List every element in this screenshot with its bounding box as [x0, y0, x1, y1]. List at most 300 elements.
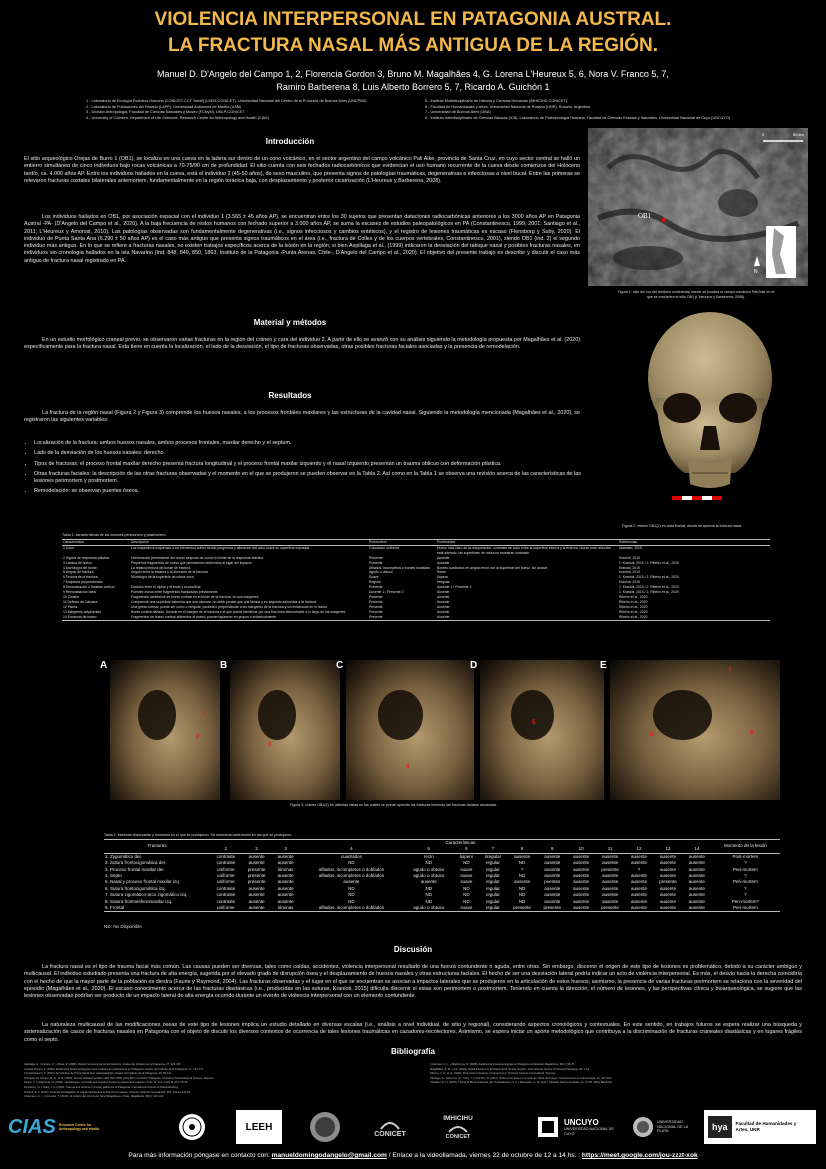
table-cell: Kranioti, 2015	[619, 565, 640, 570]
table-cell: ausente	[573, 879, 590, 885]
bibliography-entry: Aspillaga, E., Ocampo, C. y Rivas, P. (1999). Restos humanos de la Isla Navarino. Anales del Instituto de la Patagonia, 27: 123-136.	[24, 1063, 182, 1066]
table-header: 2	[255, 846, 258, 852]
table-cell: uniforme	[217, 879, 235, 885]
table-cell: 2. Sutura frontocigomática der.	[105, 860, 167, 866]
figure-3-panel	[600, 660, 780, 800]
table-cell: 11 Defecto de Cáscara	[63, 599, 98, 604]
list-item: • Lado de la desviación de los huesos nasales: derecho.	[34, 450, 584, 457]
table-cell: Ángulo entre la fractura y la dirección de la fractura	[131, 570, 208, 575]
table-cell: Post-mortem	[732, 853, 759, 859]
uncuyo-logo-text: UNCUYO	[564, 1118, 599, 1127]
table-row	[62, 545, 770, 555]
table-cell: 1. Kranioti, 2015 / 2. Ribeiro et al., 2020	[619, 585, 679, 590]
table-cell: ausente	[514, 879, 531, 885]
table-cell: afilados, incompletos o doblados	[318, 873, 385, 879]
table-cell: ausente	[631, 898, 648, 904]
table-cell: ausente	[544, 860, 561, 866]
table-cell: suave	[460, 879, 473, 885]
table-cell: ausente	[688, 853, 705, 859]
table-cell: ND	[348, 892, 355, 898]
table-cell: Peri-mortem	[733, 879, 758, 885]
fracture-number-marker: 4	[406, 764, 410, 770]
table-header: Características	[445, 840, 476, 845]
orbit-shadow	[378, 690, 423, 740]
list-item: • Tipos de fracturas: el proceso frontal maxilar derecho presenta fractura longitudinal y el proceso frontal maxilar izquierdo y el nasal izquierdo presentan un trauma oblicuo con deformación plástica.	[34, 461, 584, 468]
table-header: 14	[694, 846, 700, 852]
discussion-paragraph-1: La fractura nasal es el tipo de trauma facial más común. Las causas pueden ser diversas, tales como caídas, accidentes, violencia interpersonal resultado de una fuerza contundente o aguda, entre otras. Sin embargo, discernir el origen de este tipo de lesiones es problemático, debido a su carácter ambiguo y multicausal. El individuo estudiado presenta una fractura de alta energía, sugerida por el elevado grado de disrupción ósea y el desplazamiento de huesos nasales y otras estructuras faciales. El hecho de ser una desviación lateral podría indicar un acto de violencia interpersonal. Es más, el desvío hacia la derecha coincidiría con el hecho de que la mayor parte de la población es diestra (Faurie y Raymond, 2004). Las fracturas observadas y el lugar en el que se encuentran se asocian a impactos laterales que se produjeron en la articulación de estos huesos; asimismo, la presencia de varias fracturas perimortem se relaciona con la severidad del episodio (Magalhães et al., 2020). El escaso conocimiento acerca de las fracturas diastásicas (i.e., producidas en las suturas, Kranioti, 2015) dificulta discernir si estas son perimortem o postmortem. Teniendo en cuenta la dirección, el número de lesiones, y las perspectivas clínica y bioarqueológica, se sugiere que las lesiones observadas podrían ser producto de un impacto lateral de alta energía ocurrido durante un evento de violencia interpersonal con un elemento contundente.	[24, 964, 802, 1000]
table-cell: ausente	[631, 860, 648, 866]
table-row	[104, 853, 780, 860]
table-cell: 4. Septo	[105, 873, 122, 879]
bibliography-entry: Constantinescu, F. (2001). El individuo de Punta Santa Ana: paleopatología. Anales del Instituto de la Patagonia, 29: 99-114.	[24, 1072, 173, 1076]
table-cell: ausente	[631, 873, 648, 879]
table-cell: afilados, incompletos o doblados	[318, 866, 385, 872]
table-1-caption: Tabla 1: características de las lesiones perimortem y postmortem.	[62, 533, 167, 537]
table-cell: regular	[485, 879, 500, 885]
bibliography-entry: Constantinescu, F. (1999). Evidencias bioantropológicas para modelos de poblamiento en Patagonia. Anales del Instituto de la Patagonia, 27: 137-174.	[24, 1067, 204, 1071]
table-cell: suave	[460, 905, 473, 911]
authors-line2: Ramiro Barberena 8, Luis Alberto Borrero 5, 7, Ricardo A. Guichón 1	[276, 82, 550, 92]
table-cell: ausente	[277, 892, 294, 898]
figure-2-caption: Figura 2: cráneo OB1(2) en vista frontal, donde se aprecia la fractura nasal.	[622, 524, 743, 528]
table-cell: ausente	[688, 905, 705, 911]
table-cell: Ausente 1 / Presente 2	[369, 590, 404, 595]
table-cell: Hueso más claro de la recuperación, contraste de color entre la superficie interna y la externa. Hueso más rebordes está alterado, las superficies de rotura no muestran contraste	[437, 545, 611, 555]
table-cell: ausente	[573, 860, 590, 866]
seal-icon	[177, 1112, 207, 1142]
table-cell: Presente	[369, 609, 383, 614]
orbit-shadow	[511, 690, 554, 740]
orbit-shadow	[653, 690, 713, 740]
table-cell: Recto	[437, 570, 446, 575]
table-cell: 3 Lámina de hueso	[63, 560, 92, 565]
methods-paragraph: En un estudio morfológico craneal previo, se observaron varias fracturas en la región del cráneo y cara del individuo 2. A partir de ello se avanzó con su análisis siguiendo la metodología propuesta por Magalhães et al. (2020) específicamente para la fractura nasal. Esta tiene en cuenta la localización, el lado de la desviación, el tipo de fracturas observadas, otras posibles fracturas faciales asociadas y la presencia de remodelación.	[24, 337, 580, 351]
table-cell: contraste	[216, 898, 236, 904]
table-cell: presente	[543, 905, 561, 911]
table-cell: ausente	[602, 860, 619, 866]
table-cell: ?	[744, 885, 747, 891]
table-cell: 6 Textura de la fractura	[63, 575, 98, 580]
table-cell: láminas	[277, 866, 294, 872]
table-cell: contraste	[216, 853, 236, 859]
bibliography-entry: L'Heureux, G. L. y Amorosi, T. (2010). El entierro del sitio Cerro Sota (Magallanes, Chile). Magallania, 38(2): 133-149.	[24, 1095, 164, 1099]
table-cell: ND	[425, 885, 433, 891]
table-header: Característica	[63, 540, 84, 544]
table-header: Referencias	[619, 540, 638, 544]
table-cell: 8 Desaminación o lámelas cortical	[63, 585, 115, 590]
table-2-caption: Tabla 2: fracturas observadas y momento en el que se produjeron. Se menciona cada lesión en las que se produjeron.	[104, 833, 293, 837]
figure-3-panel	[470, 660, 604, 800]
table-cell: Ausente	[437, 555, 450, 560]
table-cell: ausente	[688, 866, 705, 872]
table-cell: regular	[485, 905, 500, 911]
table-cell: Ribeiro et al., 2020	[619, 594, 648, 599]
table-cell: contraste	[216, 892, 236, 898]
bibliography-entry: D'Angelo del Campo, M. D., et al. (2020). Human skeletal remains older than 3000 years BP in southern Patagonia. Journal of Archaeological Science: Reports.	[24, 1076, 215, 1080]
table-cell: 7. Sutura zigomático-arco zigomático izq.	[105, 892, 188, 898]
figure-3-panel-label: B	[220, 660, 228, 671]
bibliography-heading: Bibliografía	[390, 1047, 435, 1056]
table-header: Momento de la lesión	[724, 843, 767, 849]
table-cell: ausente	[573, 885, 590, 891]
table-cell: Escisión entre el diploe y el endo y exocortical	[131, 585, 201, 590]
table-cell: ausente	[659, 873, 676, 879]
table-cell: ausente	[659, 866, 676, 872]
table-cell: ausente	[248, 885, 265, 891]
table-cell: ND	[518, 885, 526, 891]
fracture-number-marker: 7	[728, 668, 732, 674]
table-cell: Ausente	[437, 599, 450, 604]
table-cell: presente	[247, 879, 266, 885]
imhicihu-conicet-text: CONICET	[445, 1133, 471, 1140]
table-cell: ausente	[248, 860, 265, 866]
unlp-logo	[632, 1110, 692, 1144]
round-emblem-icon	[308, 1110, 342, 1144]
table-cell: presente	[513, 905, 531, 911]
table-cell: Ribeiro et al., 2020	[619, 599, 648, 604]
table-cell: regular	[485, 892, 500, 898]
table-cell: ausente	[277, 898, 294, 904]
table-header: 13	[665, 846, 671, 852]
table-cell: contraste	[216, 860, 236, 866]
table-cell: ?	[520, 866, 524, 872]
table-cell: ausente	[573, 892, 590, 898]
table-cell: ausente	[544, 885, 561, 891]
table-cell: Agudo u obtuso	[369, 570, 393, 575]
affiliation: 6 - Facultad de Humanidades y Artes, Universidad Nacional de Rosario (UNR), Rosario, Argentina	[425, 104, 591, 109]
table-cell: ND	[348, 898, 355, 904]
table-cell: regular	[485, 885, 500, 891]
unr-logo-text: Facultad de Humanidades y Artes, UNR	[735, 1121, 797, 1132]
table-header: 5	[427, 846, 431, 852]
table-cell: ausente	[688, 892, 705, 898]
table-cell: 5. Nasal y proceso frontal maxilar izq.	[105, 879, 181, 885]
table-cell: Ausente	[437, 560, 450, 565]
table-cell: agudo u obtuso	[413, 866, 445, 872]
fracture-number-marker: 2	[196, 734, 200, 740]
skull-frontal-photo	[630, 308, 790, 508]
poster-title-line2: LA FRACTURA NASAL MÁS ANTIGUA DE LA REGIÓN.	[167, 35, 659, 56]
table-cell: 9 Remodelación ósea	[63, 590, 96, 595]
affiliation: 2 - Laboratorio de Poblaciones del Pasado (LAPP), Universidad Autónoma de Madrid (UAM)	[86, 104, 242, 109]
imhicihu-logo	[428, 1108, 488, 1146]
table-cell: 3. Proceso frontal maxilar der.	[105, 866, 165, 872]
table-cell: láminas	[277, 905, 294, 911]
table-1-lesion-characteristics	[62, 539, 770, 621]
table-cell: Kranioti, 2015	[619, 555, 640, 560]
table-cell: Kranioti, 2015	[619, 570, 640, 575]
bibliography-entry: Flensborg, G. y Suby, J. A. (2020). Trauma and violence in hunter-gatherers of Patagonia. International Journal of Paleopathology.	[24, 1085, 179, 1089]
bibliography-entry: Santiago, F., Salemme, M., Suby, J. y Guichón, R. (2011). Restos humanos en el norte de Tierra del Fuego. Intersecciones en Antropología, 12: 147-160.	[430, 1076, 613, 1080]
table-cell: ND	[518, 892, 526, 898]
table-cell: 1. Kranioti, 2015 / 2. Ribeiro et al., 2020	[619, 575, 679, 580]
table-cell: presente	[601, 866, 619, 872]
table-cell: ND	[518, 860, 526, 866]
table-cell: regular	[485, 866, 500, 872]
table-cell: Afilados, incompletos o bordes dobladas	[369, 565, 430, 570]
table-cell: uniforme	[217, 866, 235, 872]
figure-3-panels	[100, 660, 780, 800]
table-cell: ausente	[602, 898, 619, 904]
conicet-logo-text: CONICET	[374, 1130, 406, 1138]
affiliation: 3 - División Antropología, Facultad de Ciencias Naturales y Museo (FCNyM), UNLP-CONICET	[86, 110, 245, 114]
bibliography-left-column	[24, 1063, 414, 1100]
table-cell: ausente	[277, 873, 294, 879]
table-cell: ausente	[659, 898, 676, 904]
map-north-arrow: N	[754, 269, 758, 275]
table-cell: agudo u obtuso	[413, 873, 445, 879]
table-cell: ausente	[248, 905, 265, 911]
table-cell: 4 Morfología del borde	[63, 565, 97, 570]
table-cell: ausente	[573, 905, 590, 911]
methods-heading: Material y métodos	[253, 318, 327, 327]
table-cell: Irregular	[437, 580, 450, 585]
results-heading: Resultados	[268, 391, 312, 400]
table-header: Fracturas	[147, 843, 167, 849]
map-site-label: OB1	[638, 212, 652, 220]
table-cell: ausente	[343, 879, 360, 885]
bibliography-entry: Ubelaker, D. H. (2015). Timing of Bone Fractures. En: Passalacqua, N. V. y Rainwater, C. W. (eds.), Skeletal Trauma Analysis, pp. 27-35. Wiley Blackwell.	[430, 1081, 613, 1085]
table-cell: suave	[460, 866, 473, 872]
table-cell: presente	[247, 866, 266, 872]
table-cell: ausente	[659, 885, 676, 891]
table-header: Perimortem	[369, 540, 387, 544]
table-cell: 12 Fisura	[63, 604, 78, 609]
unr-hya-mark: hya	[708, 1116, 732, 1138]
table-cell: ausente	[544, 898, 561, 904]
table-cell: Deformación permanente del hueso después de ocurrir el límite de la respuesta elástica	[131, 555, 264, 560]
figure-3-caption: Figura 3: cráneo OB1(2) en distintas vistas en las cuales se puede apreciar las fracturas teniendo las fracturas faciales asociadas.	[290, 803, 498, 807]
table-cell: Ausente	[437, 604, 450, 609]
footer-prefix: Para más información póngase en contacto con:	[128, 1152, 272, 1159]
table-cell: Kranioti, 2015	[619, 580, 640, 585]
table-cell: Pequeños fragmentos de hueso que permanecen adheridos al lugar del impacto	[131, 560, 252, 565]
table-cell: ausente	[277, 885, 294, 891]
table-cell: Ausente 1 / Presente 2	[437, 585, 472, 590]
leeh-logo-text: LEEH	[245, 1121, 273, 1133]
fracture-number-marker: 3	[268, 742, 272, 748]
unr-hya-logo	[704, 1110, 816, 1144]
table-cell: Ausente	[437, 594, 450, 599]
authors-line1: Manuel D. D'Angelo del Campo 1, 2, Florencia Gordon 3, Bruno M. Magalhães 4, G. Lorena L'Heureux 5, 6, Nora V. Franco 5, 7,	[157, 69, 669, 79]
table-header: 8	[520, 846, 524, 852]
table-cell: Áspera	[437, 575, 448, 580]
table-cell: Suave	[369, 575, 379, 580]
introduction-paragraph-2: Los individuos hallados en OB1, por asociación espacial con el individuo 1 (3.565 ± 45 años AP), se encuentran entre los 30 sujetos que presentan dataciones radiocarbónicas anteriores a los 3000 años AP en Patagonia Austral -PA- (D'Angelo del Campo et al., 2020). A la baja frecuencia de restos humanos con fechado superior a 3.000 años AP, se suma la escasez de estudios paleopatológicos en PA (Constantinescu, 1999, 2001; Santiago et al., 2011; L'Heureux y Amorosi, 2010). Las patologías observadas son fundamentalmente degenerativas (i.e., signos infecciosos y cambios entésicos), y el registro de lesiones traumáticas es escaso (Flensborg y Suby, 2020). El individuo de Punta Santa Ana (6.290 ± 50 años AP) es el caso más antiguo que presenta signos traumáticos en el área (i.e., fractura de Colles y de los cuerpos vertebrales, Constantinescu, 2001), siendo OB1 (ind. 2) el segundo individuo más antiguo. En lo que se refiere a fracturas nasales, no existen trabajos específicos acerca de la lesión en la región; si bien Aspillaga et al., (1999) indicaron la desviación del tabique nasal y posibles fracturas nasales, en individuos sin cronología hallados en la isla Navarino (Ind. 848, 849, 850, 1863, Instituto de la Patagonia -Punta Arenas, Chile-, D'Angelo del Campo et al., 2020). El objetivo del presente trabajo es describir y discutir el caso más antiguo de fractura nasal registrado en PA.	[24, 214, 580, 264]
table-cell: Peri-mortem	[733, 905, 758, 911]
table-cell: ausente	[544, 892, 561, 898]
figure-3-panel-label: E	[600, 660, 607, 671]
table-cell: regular	[485, 873, 500, 879]
conicet-logo	[360, 1110, 420, 1144]
contact-email-link[interactable]: manueldomingodangelo@gmail.com	[271, 1152, 387, 1159]
map-figure	[588, 128, 808, 286]
table-cell: Bordes cuadrados en ángulo recto con la superficie del hueso, sin acodar	[437, 565, 548, 570]
table-cell: ND	[463, 898, 470, 904]
results-paragraph: La fractura de la región nasal (Figura 2 y Figura 3) comprende los huesos nasales, a los procesos frontales maxilares y las estructuras de la cavidad nasal. Siguiendo la metodología mencionada (Magalhães et al., 2020), se registraron las siguientes variables:	[24, 410, 580, 424]
affiliation: 1 - Laboratorio de Ecología Evolutiva Humana (CONICET-CCT Tandil) (LEEH-CONICET), Universidad Nacional del Centro de la Provincia de Buenos Aires (UNCPBA)	[86, 99, 367, 103]
table-cell: presente	[247, 873, 266, 879]
table-cell: Ribeiro et al., 2020	[619, 609, 648, 614]
uncuyo-logo	[536, 1110, 624, 1144]
table-cell: 1. Kranioti, 2015 / 2. Ribeiro et al., 2020	[619, 590, 679, 595]
table-cell: ausente	[602, 879, 619, 885]
table-cell: ausente	[659, 892, 676, 898]
table-cell: ausente	[277, 853, 294, 859]
cias-logo-subtitle: Research Centre for Anthropology and Health	[58, 1122, 100, 1131]
table-cell: Ribeiro et al., 2020	[619, 604, 648, 609]
table-cell: Morfología de la superficie de rotura ósea	[131, 575, 194, 580]
imhicihu-emblem-icon	[447, 1122, 469, 1134]
table-cell: Presente	[369, 585, 383, 590]
table-cell: ND	[518, 898, 526, 904]
unlp-logo-text: UNIVERSIDAD NACIONAL DE LA PLATA	[657, 1120, 689, 1134]
table-cell: ausente	[544, 866, 561, 872]
table-cell: presente	[601, 905, 619, 911]
table-cell: Coloración uniforme	[369, 545, 400, 550]
figure-3-panel-label: D	[470, 660, 478, 671]
table-cell: ausente	[602, 853, 619, 859]
table-header: Descripción	[131, 540, 149, 544]
table-cell: agudo u obtuso	[413, 905, 445, 911]
conicet-emblem-icon	[379, 1117, 401, 1131]
bibliography-entry: L'Heureux, G. L. y Barberena, R. (2008). Evidencias bioarqueológicas en Patagonia continental. Magallania, 36(1): 65-78.	[430, 1063, 575, 1066]
table-cell: ND	[463, 860, 470, 866]
map-scale-50km: 50 km	[793, 132, 804, 137]
table-cell: Ribeiro et al., 2020	[619, 614, 648, 619]
fracture-number-marker: 6	[650, 732, 654, 738]
table-cell: suave	[460, 873, 473, 879]
table-header: 9	[550, 846, 554, 852]
table-cell: ?	[744, 892, 747, 898]
orbit-shadow	[138, 690, 177, 740]
table-header: 10	[578, 846, 584, 852]
table-cell: ausente	[248, 898, 265, 904]
footer-middle: / Enlace a la videollamada, viernes 22 de octubre de 12 a 14 hs. :	[386, 1152, 582, 1159]
table-cell: ausente	[659, 860, 676, 866]
table-2-fractures	[104, 839, 780, 912]
table-cell: ND	[463, 892, 470, 898]
table-cell: Los respectivos esquemas a los elementos sufren tiendo progresiva y alteración del color sobre su superficie expuesta	[131, 545, 310, 550]
table-header: 6	[465, 846, 468, 852]
contact-footer	[0, 1152, 826, 1159]
videocall-link[interactable]: https://meet.google.com/jou-zzzt-xok	[581, 1152, 698, 1159]
table-cell: Borde cortical dañado. Sucede en el margen de la fractura o el que puede identificar por una fina línea demostrable a lo largo de los márgenes	[131, 609, 346, 614]
table-cell: ND	[348, 860, 355, 866]
poster-title-line1: VIOLENCIA INTERPERSONAL EN PATAGONIA AUSTRAL.	[154, 9, 672, 30]
table-cell: 5 Ángulo de fractura	[63, 570, 94, 575]
table-cell: ausente	[277, 860, 294, 866]
table-cell: ausente	[688, 879, 705, 885]
table-cell: ausente	[688, 873, 705, 879]
table-2-note: ND: No Disponible	[104, 924, 142, 929]
table-cell: ND	[348, 885, 355, 891]
unlp-seal-icon	[632, 1116, 654, 1138]
table-header: 1	[224, 846, 228, 852]
list-item: • Localización de la fractura: ambos huesos nasales, ambos procesos frontales, maxilar derecho y el septum.	[34, 440, 584, 447]
unnamed-seal-logo	[176, 1111, 208, 1143]
table-cell: Fragmentos de hueso cortical adheridos al hueso, pueden aparecer en grupos o individualmente	[131, 614, 277, 619]
figure-3-panel-label: A	[100, 660, 108, 671]
table-cell: 8. Sutura frontoesfenomaxilar izq.	[105, 898, 173, 904]
list-item: • Remodelación: se observan puentes óseos.	[34, 488, 584, 495]
table-header: 4	[350, 846, 353, 852]
table-cell: afilados, incompletos o doblados	[318, 905, 385, 911]
bibliography-entry: Faurie, C. y Raymond, M. (2004). Handedness, homicide and negative frequency-dependent selection. Proc. R. Soc. Lond. B, 272: 25-28.	[24, 1081, 189, 1085]
bibliography-right-column	[430, 1063, 810, 1086]
bibliography-entry: Kranioti, E. F. (2015). Forensic investigation of cranial injuries due to blunt force trauma. Forensic Science International, 253: 132.e1-132.e6.	[24, 1090, 191, 1094]
table-cell: Peri-mortem?	[731, 898, 760, 904]
table-cell: ausente	[573, 866, 590, 872]
skull-image	[630, 308, 790, 508]
table-cell: ausente	[688, 898, 705, 904]
table-cell: Presente	[369, 599, 383, 604]
figure-3-panel	[220, 660, 340, 800]
figure-3-panel-label: C	[336, 660, 344, 671]
cias-logo-text: CIAS	[8, 1115, 56, 1138]
table-cell: uniforme	[217, 905, 235, 911]
table-cell: ausente	[602, 885, 619, 891]
table-cell: contraste	[216, 885, 236, 891]
table-cell: Ausente	[437, 590, 450, 595]
table-cell: Fragmentos lambianos de hueso cortical en el borde de la fractura, en sus márgenes	[131, 594, 259, 599]
table-cell: ausente	[573, 873, 590, 879]
table-cell: La relativa textura del borde de fractura	[131, 565, 191, 570]
table-cell: Comprende una superficie estrecha que una cáscara, no debe pensar que una lámina y en segundo adheridas a la fractura	[131, 599, 317, 604]
table-cell: 6. Sutura frontocigomática izq.	[105, 885, 166, 891]
bibliography-entry: Ribeiro, J. R., et al. (2020). Perimortem fractures in human bone. Forensic Science International: Synergy.	[430, 1072, 557, 1076]
logo-strip	[0, 1106, 826, 1148]
table-1-body	[62, 545, 770, 620]
introduction-paragraph-1: El sitio arqueológico Orejas de Burro 1 (OB1), se localiza en una cueva en la ladera sur dentro de un cono volcánico, en el sector argentino del campo volcánico Pali Aike, provincia de Santa Cruz, en cuyo sector central se halló un entierro simultáneo de cinco individuos bajo rocas volcánicas a 70-75/90 cm de profundidad. El sitio cuenta con seis fechados radiocarbónicos que evidencian el uso humano recurrente de la cueva desde comienzos del Holoceno tardío, ca. 4.000 años AP. Entre los individuos hallados en la cueva, está el individuo 2 (45-50 años), de sexo masculino, que presenta signos de patologías traumáticas, degenerativas e infecciosas a nivel bucal. Entre las primeras se relevaron fracturas costales bilaterales antemortem, fundamentalmente en la región torácica baja, con desplazamiento y posterior cicatrización (L'Heureux y Barberena, 2008).	[24, 156, 580, 184]
list-item: • Otras fracturas faciales: la descripción de las otras fracturas observadas y el momento en el que se produjeron se pueden observar en la Tabla 2. Así como en la Tabla 1 se observa una revisión acerca de las características de las lesiones perimortem y postmortem.	[34, 471, 584, 486]
figure-1-caption: Figura 1: sitio del sur del territorio continental, donde se localiza el campo volcánico Pali Aike en el que se encuentra el sitio OB1 (L'Heureux y Barberena, 2008).	[617, 290, 775, 299]
table-cell: 10 Cicatriz	[63, 594, 80, 599]
fracture-number-marker: 1	[202, 710, 206, 716]
table-cell: ausente	[248, 892, 265, 898]
table-cell: ausente	[248, 853, 265, 859]
table-header: Postmortem	[437, 540, 456, 544]
discussion-paragraph-2: La naturaleza multicausal de las modificaciones óseas de este tipo de lesiones implica un estudio detallado en diversas escalas (i.e., análisis a nivel individual, de sitio y regional), considerando aspectos cronológicos y contextuales. En este sentido, en trabajos futuros se espera realizar una búsqueda y sistematización de casos de fracturas nasales en Patagonia con el objeto de discutir los diversos contextos de ocurrencia de tales lesiones traumáticas en cazadores-recolectores. Asimismo, se espera iniciar un aporte metodológico que contribuya a la discriminación de fracturas craneales diastásicas y en lugares frágiles como el septo.	[24, 1022, 802, 1043]
table-cell: Regular	[369, 580, 381, 585]
table-cell: ND	[425, 892, 433, 898]
uncuyo-shield-icon	[536, 1115, 560, 1139]
table-cell: 1. Kranioti, 2015 / 2. Ribeiro et al., 2020	[619, 560, 679, 565]
table-cell: recto	[423, 853, 434, 859]
table-cell: Puentes óseos entre fragmentos fracturados previamente	[131, 590, 218, 595]
table-cell: ausente	[631, 853, 648, 859]
table-cell: regular	[485, 860, 500, 866]
table-cell: ND	[463, 885, 470, 891]
bibliography-entry: Magalhães, B. M., et al. (2020). Nasal fractures in archaeological human remains. International Journal of Osteoarchaeology, 30: 1-12.	[430, 1067, 590, 1071]
orbit-shadow	[258, 690, 297, 740]
table-cell: Peri-mortem	[733, 866, 758, 872]
table-cell: ausente	[631, 879, 648, 885]
figure-3-panel	[336, 660, 474, 800]
affiliation: 5 - Instituto Multidisciplinario de Historia y Ciencias Humanas (IMHICIHU-CONICET)	[425, 99, 567, 103]
table-cell: 7 Esquema proporcionado	[63, 580, 103, 585]
table-header: 3	[284, 846, 287, 852]
table-cell: ausente	[573, 853, 590, 859]
table-cell: presente	[659, 879, 677, 885]
fracture-number-marker: 8	[750, 730, 754, 736]
affiliation: 4 - University of Coimbra, Department of Life Sciences, Research Centre for Anthropology and Health (CIAS)	[86, 115, 269, 120]
table-row	[104, 905, 780, 912]
table-cell: ?	[744, 873, 747, 879]
table-cell: 1 Color	[63, 545, 74, 550]
table-cell: Presente	[369, 594, 383, 599]
table-cell: Presente	[369, 560, 383, 565]
